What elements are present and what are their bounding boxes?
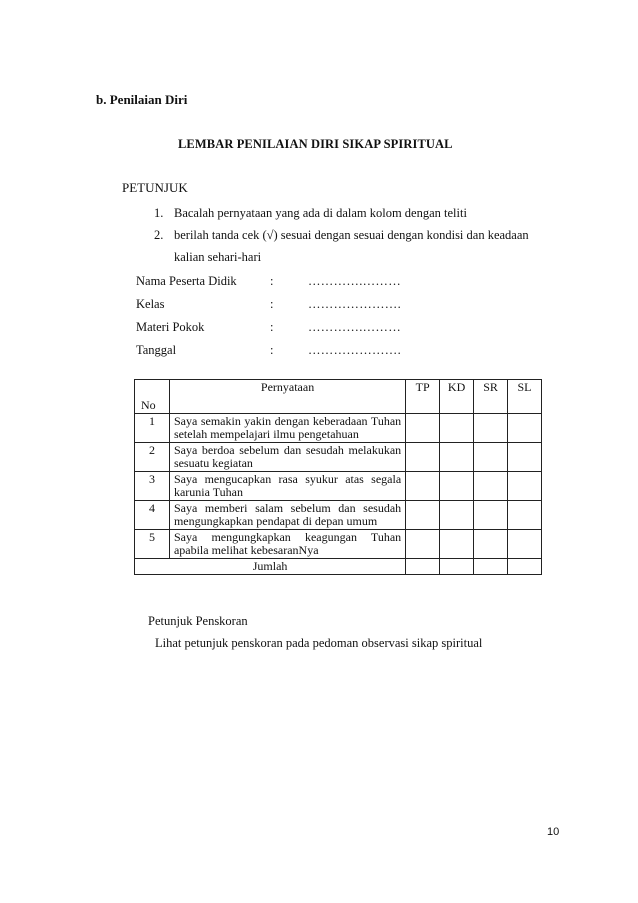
- field-value: ………….………: [308, 274, 402, 288]
- checkbox-sr[interactable]: [474, 443, 508, 472]
- row-number: 2: [135, 443, 170, 472]
- field-colon: :: [270, 297, 274, 311]
- instruction-text: berilah tanda cek (√) sesuai dengan sesuai dengan kondisi dan keadaan: [174, 228, 529, 242]
- page-number: 10: [547, 826, 560, 838]
- checkbox-sl[interactable]: [508, 501, 542, 530]
- row-statement: Saya berdoa sebelum dan sesudah melakukan sesuatu kegiatan: [169, 443, 405, 472]
- field-value: ………….………: [308, 320, 402, 334]
- table-row: [135, 530, 542, 559]
- instruction-number: 1.: [154, 206, 164, 220]
- instructions-heading: PETUNJUK: [122, 180, 188, 195]
- row-number: 4: [135, 501, 170, 530]
- checkbox-tp[interactable]: [406, 530, 440, 559]
- header-sr: SR: [474, 380, 508, 414]
- checkbox-tp[interactable]: [406, 414, 440, 443]
- instruction-text-continued: kalian sehari-hari: [174, 250, 262, 264]
- field-colon: :: [270, 343, 274, 357]
- field-label: Kelas: [136, 297, 165, 311]
- row-statement: Saya semakin yakin dengan keberadaan Tuhan setelah mempelajari ilmu pengetahuan: [169, 414, 405, 443]
- header-sl: SL: [508, 380, 542, 414]
- instruction-text: Bacalah pernyataan yang ada di dalam kolom dengan teliti: [174, 206, 467, 220]
- table-row: [135, 414, 542, 443]
- row-statement: Saya mengucapkan rasa syukur atas segala karunia Tuhan: [169, 472, 405, 501]
- field-colon: :: [270, 320, 274, 334]
- checkbox-kd[interactable]: [440, 414, 474, 443]
- checkbox-sr[interactable]: [474, 472, 508, 501]
- total-kd[interactable]: [440, 559, 474, 575]
- total-label: Jumlah: [135, 559, 406, 575]
- row-statement: Saya memberi salam sebelum dan sesudah mengungkapkan pendapat di depan umum: [169, 501, 405, 530]
- checkbox-kd[interactable]: [440, 443, 474, 472]
- checkbox-sl[interactable]: [508, 443, 542, 472]
- checkbox-sr[interactable]: [474, 501, 508, 530]
- section-title: b. Penilaian Diri: [96, 92, 188, 107]
- document-title: LEMBAR PENILAIAN DIRI SIKAP SPIRITUAL: [178, 137, 453, 151]
- table-row: [135, 472, 542, 501]
- table-header-row: [135, 380, 542, 414]
- checkbox-sr[interactable]: [474, 530, 508, 559]
- field-value: ………………….: [308, 297, 402, 311]
- field-colon: :: [270, 274, 274, 288]
- row-number: 3: [135, 472, 170, 501]
- total-tp[interactable]: [406, 559, 440, 575]
- table-total-row: [135, 559, 542, 575]
- checkbox-kd[interactable]: [440, 530, 474, 559]
- checkbox-sr[interactable]: [474, 414, 508, 443]
- row-number: 5: [135, 530, 170, 559]
- instruction-number: 2.: [154, 228, 164, 242]
- row-statement: Saya mengungkapkan keagungan Tuhan apabila melihat kebesaranNya: [169, 530, 405, 559]
- field-value: ………………….: [308, 343, 402, 357]
- checkbox-tp[interactable]: [406, 443, 440, 472]
- scoring-title: Petunjuk Penskoran: [148, 614, 248, 628]
- checkbox-tp[interactable]: [406, 501, 440, 530]
- header-tp: TP: [406, 380, 440, 414]
- header-no: No: [135, 380, 170, 414]
- header-kd: KD: [440, 380, 474, 414]
- checkbox-kd[interactable]: [440, 472, 474, 501]
- table-row: [135, 443, 542, 472]
- assessment-table: [134, 379, 542, 575]
- checkbox-sl[interactable]: [508, 414, 542, 443]
- header-statement: Pernyataan: [169, 380, 405, 414]
- field-label: Materi Pokok: [136, 320, 205, 334]
- checkbox-sl[interactable]: [508, 530, 542, 559]
- table-row: [135, 501, 542, 530]
- checkbox-tp[interactable]: [406, 472, 440, 501]
- scoring-text: Lihat petunjuk penskoran pada pedoman observasi sikap spiritual: [155, 636, 483, 650]
- instructions-list: [122, 202, 529, 268]
- checkbox-sl[interactable]: [508, 472, 542, 501]
- instruction-item: [122, 202, 529, 224]
- instruction-item: [122, 224, 529, 268]
- field-label: Tanggal: [136, 343, 177, 357]
- field-label: Nama Peserta Didik: [136, 274, 237, 288]
- row-number: 1: [135, 414, 170, 443]
- total-sr[interactable]: [474, 559, 508, 575]
- checkbox-kd[interactable]: [440, 501, 474, 530]
- total-sl[interactable]: [508, 559, 542, 575]
